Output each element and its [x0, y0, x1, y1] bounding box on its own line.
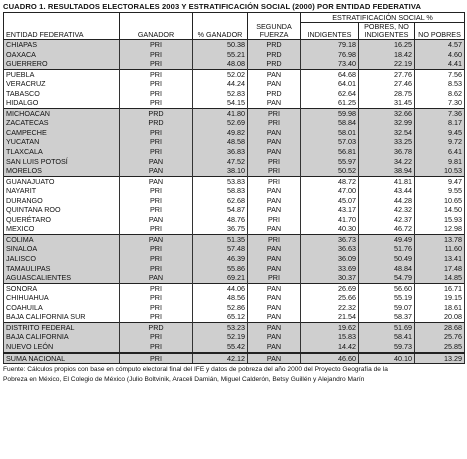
cell-pni: 54.79 — [359, 273, 415, 283]
cell-ind: 36.09 — [301, 254, 359, 264]
cell-entidad: TABASCO — [4, 89, 120, 99]
cell-ind: 14.42 — [301, 342, 359, 353]
cell-pct: 47.52 — [193, 157, 248, 167]
cell-ind: 22.32 — [301, 303, 359, 313]
cell-ganador: PRI — [120, 196, 193, 206]
total-entidad: SUMA NACIONAL — [4, 353, 120, 364]
cell-pni: 51.69 — [359, 322, 415, 332]
cell-entidad: DISTRITO FEDERAL — [4, 322, 120, 332]
table-row — [4, 283, 465, 293]
total-segunda: PAN — [248, 353, 301, 364]
table-row — [4, 264, 465, 274]
cell-np: 28.68 — [415, 322, 465, 332]
cell-np: 10.53 — [415, 166, 465, 176]
total-pobres-no-indigentes: 40.10 — [359, 353, 415, 364]
cell-entidad: PUEBLA — [4, 69, 120, 79]
total-row — [4, 353, 465, 364]
cell-pni: 48.84 — [359, 264, 415, 274]
cell-segunda: PAN — [248, 98, 301, 108]
cell-ind: 36.73 — [301, 234, 359, 244]
total-no-pobres: 13.29 — [415, 353, 465, 364]
cell-segunda: PAN — [248, 332, 301, 342]
cell-pni: 32.54 — [359, 128, 415, 138]
cell-np: 8.17 — [415, 118, 465, 128]
cell-ganador: PRI — [120, 342, 193, 353]
table-row — [4, 215, 465, 225]
cell-pni: 42.37 — [359, 215, 415, 225]
cell-np: 9.72 — [415, 137, 465, 147]
cell-entidad: YUCATAN — [4, 137, 120, 147]
cell-pni: 36.78 — [359, 147, 415, 157]
cell-pct: 52.83 — [193, 89, 248, 99]
cell-pni: 58.37 — [359, 312, 415, 322]
total-ganador: PRI — [120, 353, 193, 364]
cell-entidad: DURANGO — [4, 196, 120, 206]
cell-ind: 50.52 — [301, 166, 359, 176]
cell-ind: 36.63 — [301, 244, 359, 254]
cell-ganador: PRI — [120, 186, 193, 196]
table-row — [4, 186, 465, 196]
cell-segunda: PRI — [248, 157, 301, 167]
cell-ind: 48.72 — [301, 176, 359, 186]
cell-pct: 36.83 — [193, 147, 248, 157]
cell-ind: 19.62 — [301, 322, 359, 332]
cell-ind: 15.83 — [301, 332, 359, 342]
header-pct-ganador: % GANADOR — [193, 13, 248, 40]
cell-entidad: SONORA — [4, 283, 120, 293]
table-row — [4, 147, 465, 157]
table-row — [4, 59, 465, 69]
cell-ganador: PRD — [120, 322, 193, 332]
total-pct: 42.12 — [193, 353, 248, 364]
cell-ganador: PRI — [120, 244, 193, 254]
table-row — [4, 40, 465, 50]
cell-pct: 38.10 — [193, 166, 248, 176]
cell-ganador: PRI — [120, 283, 193, 293]
cell-np: 9.55 — [415, 186, 465, 196]
cell-np: 10.65 — [415, 196, 465, 206]
cell-segunda: PRI — [248, 234, 301, 244]
cell-segunda: PAN — [248, 137, 301, 147]
cell-entidad: QUERÉTARO — [4, 215, 120, 225]
cell-entidad: ZACATECAS — [4, 118, 120, 128]
cell-segunda: PRD — [248, 89, 301, 99]
cell-entidad: GUANAJUATO — [4, 176, 120, 186]
cell-segunda: PAN — [248, 293, 301, 303]
cell-np: 4.41 — [415, 59, 465, 69]
cell-pni: 32.99 — [359, 118, 415, 128]
cell-np: 9.81 — [415, 157, 465, 167]
cell-np: 17.48 — [415, 264, 465, 274]
cell-pct: 52.02 — [193, 69, 248, 79]
header-ganador: GANADOR — [120, 13, 193, 40]
cell-np: 25.76 — [415, 332, 465, 342]
cell-ganador: PRI — [120, 89, 193, 99]
table-row — [4, 108, 465, 118]
table-row — [4, 176, 465, 186]
table-row — [4, 196, 465, 206]
cell-ind: 59.98 — [301, 108, 359, 118]
cell-pct: 41.80 — [193, 108, 248, 118]
cell-np: 15.93 — [415, 215, 465, 225]
table-row — [4, 118, 465, 128]
footnote-line-1: Fuente: Cálculos propios con base en cómputo electoral final del IFE y datos de pobreza del año 2000 del Proyecto Geografía de la — [3, 366, 388, 374]
cell-segunda: PRI — [248, 166, 301, 176]
cell-entidad: CHIAPAS — [4, 40, 120, 50]
document — [3, 2, 464, 385]
footnote — [3, 365, 464, 385]
footnote-line-2: Pobreza en México, El Colegio de México (Julio Boltvinik, Araceli Damián, Miguel Calderón, Betsy Guillén y Alejandro Marín — [3, 376, 365, 384]
cell-pct: 65.12 — [193, 312, 248, 322]
cell-ind: 45.07 — [301, 196, 359, 206]
cell-entidad: JALISCO — [4, 254, 120, 264]
cell-ganador: PRI — [120, 69, 193, 79]
cell-ganador: PAN — [120, 234, 193, 244]
cell-np: 8.62 — [415, 89, 465, 99]
cell-pni: 59.73 — [359, 342, 415, 353]
cell-segunda: PAN — [248, 244, 301, 254]
cell-ind: 64.68 — [301, 69, 359, 79]
cell-pct: 52.69 — [193, 118, 248, 128]
table-row — [4, 273, 465, 283]
cell-ganador: PRI — [120, 224, 193, 234]
cell-segunda: PAN — [248, 205, 301, 215]
cell-pni: 27.76 — [359, 69, 415, 79]
cell-np: 9.45 — [415, 128, 465, 138]
cell-segunda: PRI — [248, 215, 301, 225]
table-row — [4, 128, 465, 138]
cell-ganador: PRI — [120, 98, 193, 108]
table-row — [4, 89, 465, 99]
table-row — [4, 137, 465, 147]
cell-segunda: PAN — [248, 79, 301, 89]
cell-np: 19.15 — [415, 293, 465, 303]
cell-np: 7.36 — [415, 108, 465, 118]
cell-pni: 41.81 — [359, 176, 415, 186]
cell-segunda: PRD — [248, 50, 301, 60]
cell-pct: 52.86 — [193, 303, 248, 313]
table-row — [4, 303, 465, 313]
table-row — [4, 98, 465, 108]
cell-pct: 58.83 — [193, 186, 248, 196]
cell-np: 13.41 — [415, 254, 465, 264]
cell-entidad: CHIHUAHUA — [4, 293, 120, 303]
cell-entidad: TAMAULIPAS — [4, 264, 120, 274]
cell-entidad: MICHOACAN — [4, 108, 120, 118]
cell-pct: 46.39 — [193, 254, 248, 264]
cell-np: 18.61 — [415, 303, 465, 313]
cell-segunda: PAN — [248, 264, 301, 274]
cell-ind: 40.30 — [301, 224, 359, 234]
cell-ganador: PAN — [120, 176, 193, 186]
cell-segunda: PAN — [248, 224, 301, 234]
cell-pct: 50.38 — [193, 40, 248, 50]
cell-entidad: HIDALGO — [4, 98, 120, 108]
table-row — [4, 332, 465, 342]
cell-pni: 42.32 — [359, 205, 415, 215]
cell-np: 14.50 — [415, 205, 465, 215]
cell-pni: 49.49 — [359, 234, 415, 244]
cell-ind: 56.81 — [301, 147, 359, 157]
cell-entidad: BAJA CALIFORNIA SUR — [4, 312, 120, 322]
cell-ind: 79.18 — [301, 40, 359, 50]
cell-ind: 33.69 — [301, 264, 359, 274]
header-entidad: ENTIDAD FEDERATIVA — [4, 13, 120, 40]
table-row — [4, 79, 465, 89]
cell-pct: 48.76 — [193, 215, 248, 225]
cell-entidad: MORELOS — [4, 166, 120, 176]
cell-pni: 50.49 — [359, 254, 415, 264]
cell-pni: 31.45 — [359, 98, 415, 108]
cell-pct: 48.58 — [193, 137, 248, 147]
cell-pni: 56.60 — [359, 283, 415, 293]
cell-pct: 53.83 — [193, 176, 248, 186]
cell-entidad: QUINTANA ROO — [4, 205, 120, 215]
cell-ganador: PAN — [120, 157, 193, 167]
table-row — [4, 234, 465, 244]
cell-ind: 26.69 — [301, 283, 359, 293]
cell-ganador: PRI — [120, 303, 193, 313]
cell-ind: 21.54 — [301, 312, 359, 322]
cell-ind: 76.98 — [301, 50, 359, 60]
cell-pni: 33.25 — [359, 137, 415, 147]
cell-pct: 44.06 — [193, 283, 248, 293]
table-row — [4, 244, 465, 254]
cell-ganador: PRI — [120, 128, 193, 138]
cell-pct: 54.15 — [193, 98, 248, 108]
cell-ind: 64.01 — [301, 79, 359, 89]
cell-entidad: VERACRUZ — [4, 79, 120, 89]
cell-np: 7.56 — [415, 69, 465, 79]
cell-pni: 34.22 — [359, 157, 415, 167]
cell-ind: 58.84 — [301, 118, 359, 128]
cell-ganador: PRI — [120, 50, 193, 60]
cell-ganador: PAN — [120, 273, 193, 283]
cell-np: 6.41 — [415, 147, 465, 157]
cell-np: 20.08 — [415, 312, 465, 322]
cell-segunda: PRI — [248, 273, 301, 283]
cell-ganador: PRI — [120, 137, 193, 147]
cell-segunda: PRI — [248, 108, 301, 118]
cell-ganador: PRI — [120, 59, 193, 69]
cell-ganador: PAN — [120, 215, 193, 225]
cell-entidad: TLAXCALA — [4, 147, 120, 157]
cell-ind: 73.40 — [301, 59, 359, 69]
cell-pni: 18.42 — [359, 50, 415, 60]
cell-pct: 55.42 — [193, 342, 248, 353]
table-row — [4, 205, 465, 215]
cell-pni: 46.72 — [359, 224, 415, 234]
cell-pct: 49.82 — [193, 128, 248, 138]
cell-np: 7.30 — [415, 98, 465, 108]
table-row — [4, 312, 465, 322]
cell-entidad: NAYARIT — [4, 186, 120, 196]
table-row — [4, 293, 465, 303]
cell-segunda: PAN — [248, 342, 301, 353]
cell-segunda: PAN — [248, 322, 301, 332]
cell-ind: 55.97 — [301, 157, 359, 167]
cell-segunda: PRD — [248, 40, 301, 50]
cell-pni: 28.75 — [359, 89, 415, 99]
cell-segunda: PRI — [248, 176, 301, 186]
cell-segunda: PAN — [248, 303, 301, 313]
cell-pct: 51.35 — [193, 234, 248, 244]
cell-entidad: SAN LUIS POTOSÍ — [4, 157, 120, 167]
cell-segunda: PAN — [248, 254, 301, 264]
cell-ganador: PRD — [120, 108, 193, 118]
cell-ganador: PRI — [120, 264, 193, 274]
cell-pni: 55.19 — [359, 293, 415, 303]
cell-pct: 69.21 — [193, 273, 248, 283]
cell-pni: 43.44 — [359, 186, 415, 196]
cell-segunda: PAN — [248, 196, 301, 206]
table-row — [4, 342, 465, 353]
cell-pni: 32.66 — [359, 108, 415, 118]
cell-ind: 61.25 — [301, 98, 359, 108]
cell-pni: 44.28 — [359, 196, 415, 206]
cell-entidad: COAHUILA — [4, 303, 120, 313]
table-row — [4, 157, 465, 167]
cell-pct: 36.75 — [193, 224, 248, 234]
table-row — [4, 322, 465, 332]
cell-ind: 43.17 — [301, 205, 359, 215]
cell-entidad: AGUASCALIENTES — [4, 273, 120, 283]
cell-ganador: PRI — [120, 332, 193, 342]
cell-ganador: PRI — [120, 254, 193, 264]
cell-pct: 53.23 — [193, 322, 248, 332]
cell-entidad: COLIMA — [4, 234, 120, 244]
cell-pct: 44.24 — [193, 79, 248, 89]
cell-segunda: PAN — [248, 312, 301, 322]
cell-np: 13.78 — [415, 234, 465, 244]
cell-segunda: PAN — [248, 69, 301, 79]
cell-ind: 30.37 — [301, 273, 359, 283]
header-indigentes: INDIGENTES — [301, 23, 359, 40]
cell-np: 12.98 — [415, 224, 465, 234]
cell-ganador: PRI — [120, 205, 193, 215]
table-row — [4, 50, 465, 60]
cell-pni: 16.25 — [359, 40, 415, 50]
cell-ind: 47.00 — [301, 186, 359, 196]
table-row — [4, 69, 465, 79]
cell-pct: 57.48 — [193, 244, 248, 254]
cell-pct: 52.19 — [193, 332, 248, 342]
cell-ind: 41.70 — [301, 215, 359, 225]
cell-np: 8.53 — [415, 79, 465, 89]
cell-pni: 58.41 — [359, 332, 415, 342]
cell-pct: 54.87 — [193, 205, 248, 215]
cell-pni: 27.46 — [359, 79, 415, 89]
table-row — [4, 166, 465, 176]
cell-segunda: PAN — [248, 186, 301, 196]
cell-pct: 48.56 — [193, 293, 248, 303]
header-estratificacion: ESTRATIFICACIÓN SOCIAL % — [301, 13, 465, 23]
cell-entidad: SINALOA — [4, 244, 120, 254]
cell-segunda: PAN — [248, 128, 301, 138]
cell-entidad: BAJA CALIFORNIA — [4, 332, 120, 342]
cell-ind: 62.64 — [301, 89, 359, 99]
cell-np: 25.85 — [415, 342, 465, 353]
cell-np: 16.71 — [415, 283, 465, 293]
cell-ind: 58.01 — [301, 128, 359, 138]
header-no-pobres: NO POBRES — [415, 23, 465, 40]
cell-ganador: PRI — [120, 293, 193, 303]
header-segunda-fuerza: SEGUNDA FUERZA — [248, 13, 301, 40]
cell-segunda: PAN — [248, 283, 301, 293]
cell-segunda: PRI — [248, 118, 301, 128]
cell-ganador: PAN — [120, 166, 193, 176]
table-row — [4, 254, 465, 264]
cell-pct: 55.86 — [193, 264, 248, 274]
cell-segunda: PAN — [248, 147, 301, 157]
table-title: CUADRO 1. RESULTADOS ELECTORALES 2003 Y ESTRATIFICACIÓN SOCIAL (2000) POR ENTIDAD FEDERATIVA — [3, 2, 422, 11]
cell-pni: 59.07 — [359, 303, 415, 313]
cell-ind: 25.66 — [301, 293, 359, 303]
cell-np: 11.60 — [415, 244, 465, 254]
cell-np: 4.57 — [415, 40, 465, 50]
total-indigentes: 46.60 — [301, 353, 359, 364]
cell-np: 14.85 — [415, 273, 465, 283]
cell-pni: 51.76 — [359, 244, 415, 254]
cell-entidad: MEXICO — [4, 224, 120, 234]
cell-entidad: OAXACA — [4, 50, 120, 60]
cell-ganador: PRI — [120, 312, 193, 322]
cell-ganador: PRI — [120, 79, 193, 89]
cell-ganador: PRD — [120, 118, 193, 128]
cell-segunda: PRD — [248, 59, 301, 69]
cell-pct: 55.21 — [193, 50, 248, 60]
cell-np: 4.60 — [415, 50, 465, 60]
cell-entidad: GUERRERO — [4, 59, 120, 69]
header-pobres-no-indigentes: POBRES, NO INDIGENTES — [359, 23, 415, 40]
cell-ganador: PRI — [120, 40, 193, 50]
results-table — [3, 12, 465, 364]
cell-pni: 22.19 — [359, 59, 415, 69]
cell-ind: 57.03 — [301, 137, 359, 147]
cell-ganador: PRI — [120, 147, 193, 157]
cell-pct: 48.08 — [193, 59, 248, 69]
cell-pct: 62.68 — [193, 196, 248, 206]
cell-pni: 38.94 — [359, 166, 415, 176]
cell-entidad: CAMPECHE — [4, 128, 120, 138]
table-row — [4, 224, 465, 234]
cell-np: 9.47 — [415, 176, 465, 186]
cell-entidad: NUEVO LEÓN — [4, 342, 120, 353]
